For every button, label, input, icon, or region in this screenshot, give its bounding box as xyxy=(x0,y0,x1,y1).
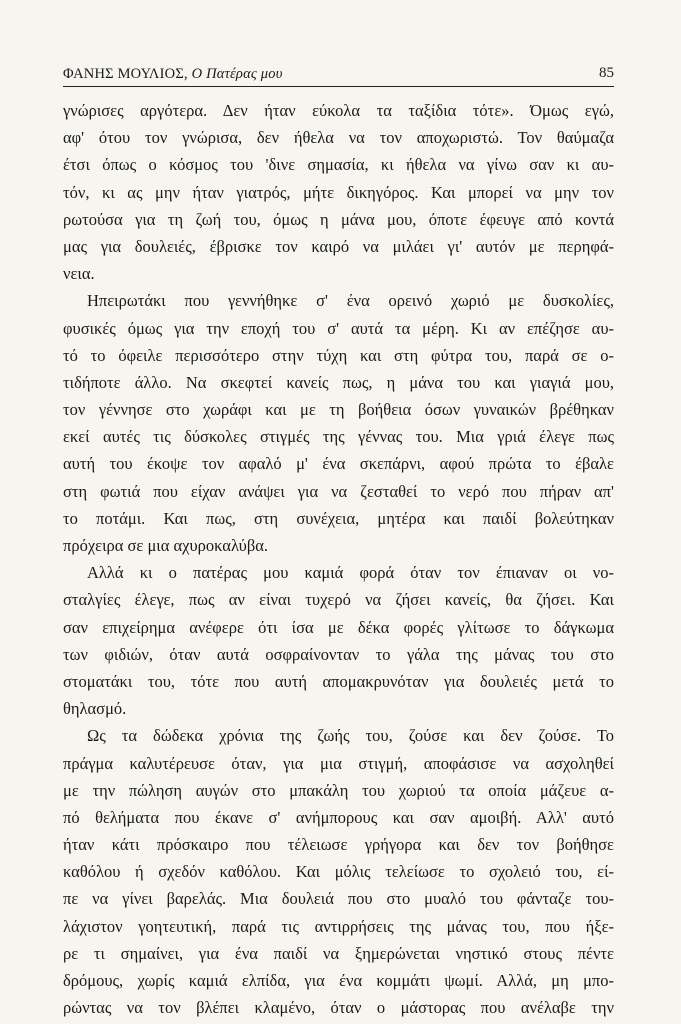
text-line: νεια. xyxy=(63,264,95,284)
text-line: σταλγίες έλεγε, πως αν είναι τυχερό να ζήσει κανείς, θα ζήσει. Και xyxy=(63,590,614,610)
text-line: σαν επιχείρημα ανέφερε ότι ίσα με δέκα φορές γλίτωσε το δάγκωμα xyxy=(63,617,614,637)
text-line: αφ' ότου τον γνώρισα, δεν ήθελα να τον αποχωριστώ. Τον θαύμαζα xyxy=(63,128,614,148)
text-line: γνώρισες αργότερα. Δεν ήταν εύκολα τα ταξίδια τότε». Όμως εγώ, xyxy=(63,101,614,120)
text-line: θηλασμό. xyxy=(63,699,127,719)
text-line: φυσικές όμως για την εποχή του σ' αυτά τα μέρη. Κι αν επέζησε αυ- xyxy=(63,318,614,338)
text-line: καθόλου ή σχεδόν καθόλου. Και μόλις τελείωσε το σχολειό του, εί- xyxy=(63,862,614,882)
text-line: εκεί αυτές τις δύσκολες στιγμές της γέννας του. Μια γριά έλεγε πως xyxy=(63,427,614,447)
text-line: ρε τι σημαίνει, για ένα παιδί να ξημερώνεται νηστικό στους πέντε xyxy=(63,943,614,963)
book-title: Ο Πατέρας μου xyxy=(191,66,283,82)
text-line: τόν, κι ας μην ήταν γιατρός, μήτε δικηγόρος. Και μπορεί να μην τον xyxy=(63,182,614,202)
text-line: τό το όφειλε περισσότερο στην τύχη και στη φύτρα του, παρά σε ο- xyxy=(63,345,614,365)
text-line: Ως τα δώδεκα χρόνια της ζωής του, ζούσε και δεν ζούσε. Το xyxy=(87,726,614,746)
paragraph-1 xyxy=(63,97,614,287)
text-line: με την πώληση αυγών στο μπακάλη του χωριού τα οποία μάζευε α- xyxy=(63,780,614,800)
text-line: στη φωτιά που είχαν ανάψει για να ζεσταθεί το νερό που πήραν απ' xyxy=(63,481,614,501)
page-number: 85 xyxy=(599,65,614,81)
text-line: ρώντας να τον βλέπει κλαμένο, όταν ο μάστορας που ανέλαβε την xyxy=(63,998,614,1018)
author-name: ΦΑΝΗΣ ΜΟΥΛΙΟΣ, xyxy=(63,66,188,82)
body-text xyxy=(63,97,614,1021)
text-line: Ηπειρωτάκι που γεννήθηκε σ' ένα ορεινό χωριό με δυσκολίες, xyxy=(87,291,614,311)
running-head-author xyxy=(63,66,283,83)
text-line: έτσι όπως ο κόσμος του 'δινε σημασία, κι ήθελα να γίνω σαν κι αυ- xyxy=(63,155,614,175)
text-line: δρόμους, χωρίς καμιά ελπίδα, για ένα κομμάτι ψωμί. Αλλά, μη μπο- xyxy=(63,971,614,990)
text-line: στοματάκι του, τότε που αυτή απομακρυνόταν για δουλειές μετά το xyxy=(63,671,614,691)
text-line: πράγμα καλυτέρευσε όταν, για μια στιγμή, αποφάσισε να ασχοληθεί xyxy=(63,753,614,773)
text-line: τον γέννησε στο χωράφι και με τη βοήθεια όσων γυναικών βρέθηκαν xyxy=(63,400,614,420)
paragraph-4 xyxy=(63,722,614,1021)
text-line: πό θελήματα που έκανε σ' ανήμπορους και σαν αμοιβή. Αλλ' αυτό xyxy=(63,807,614,827)
text-line: λάχιστον γοητευτική, παρά τις αντιρρήσεις της μάνας του, που ήξε- xyxy=(63,916,614,936)
paragraph-3 xyxy=(63,559,614,722)
text-line: Αλλά κι ο πατέρας μου καμιά φορά όταν τον έπιαναν οι νο- xyxy=(87,563,614,583)
text-line: το ποτάμι. Και πως, στη συνέχεια, μητέρα και παιδί βολεύτηκαν xyxy=(63,508,614,528)
text-line: ρωτούσα για τη ζωή του, όμως η μάνα μου, όποτε έφευγε από κοντά xyxy=(63,209,614,229)
running-head xyxy=(63,64,614,87)
text-line: ήταν κάτι πρόσκαιρο που τέλειωσε γρήγορα και δεν τον βοήθησε xyxy=(63,835,614,855)
text-line: τιδήποτε άλλο. Να σκεφτεί κανείς πως, η μάνα του και γιαγιά μου, xyxy=(63,372,614,392)
text-line: των φιδιών, όταν αυτά οσφραίνονταν το γάλα της μάνας του στο xyxy=(63,644,614,664)
text-line: πρόχειρα σε μια αχυροκαλύβα. xyxy=(63,536,268,555)
paragraph-2 xyxy=(63,287,614,559)
text-line: πε να γίνει βαρελάς. Μια δουλειά που στο μυαλό του φάνταζε του- xyxy=(63,889,614,909)
text-line: αυτή του έκοψε τον αφαλό μ' ένα σκεπάρνι, αφού πρώτα το έβαλε xyxy=(63,454,614,474)
text-line: μας για δουλειές, έβρισκε τον καιρό να μιλάει γι' αυτόν με περηφά- xyxy=(63,236,614,256)
